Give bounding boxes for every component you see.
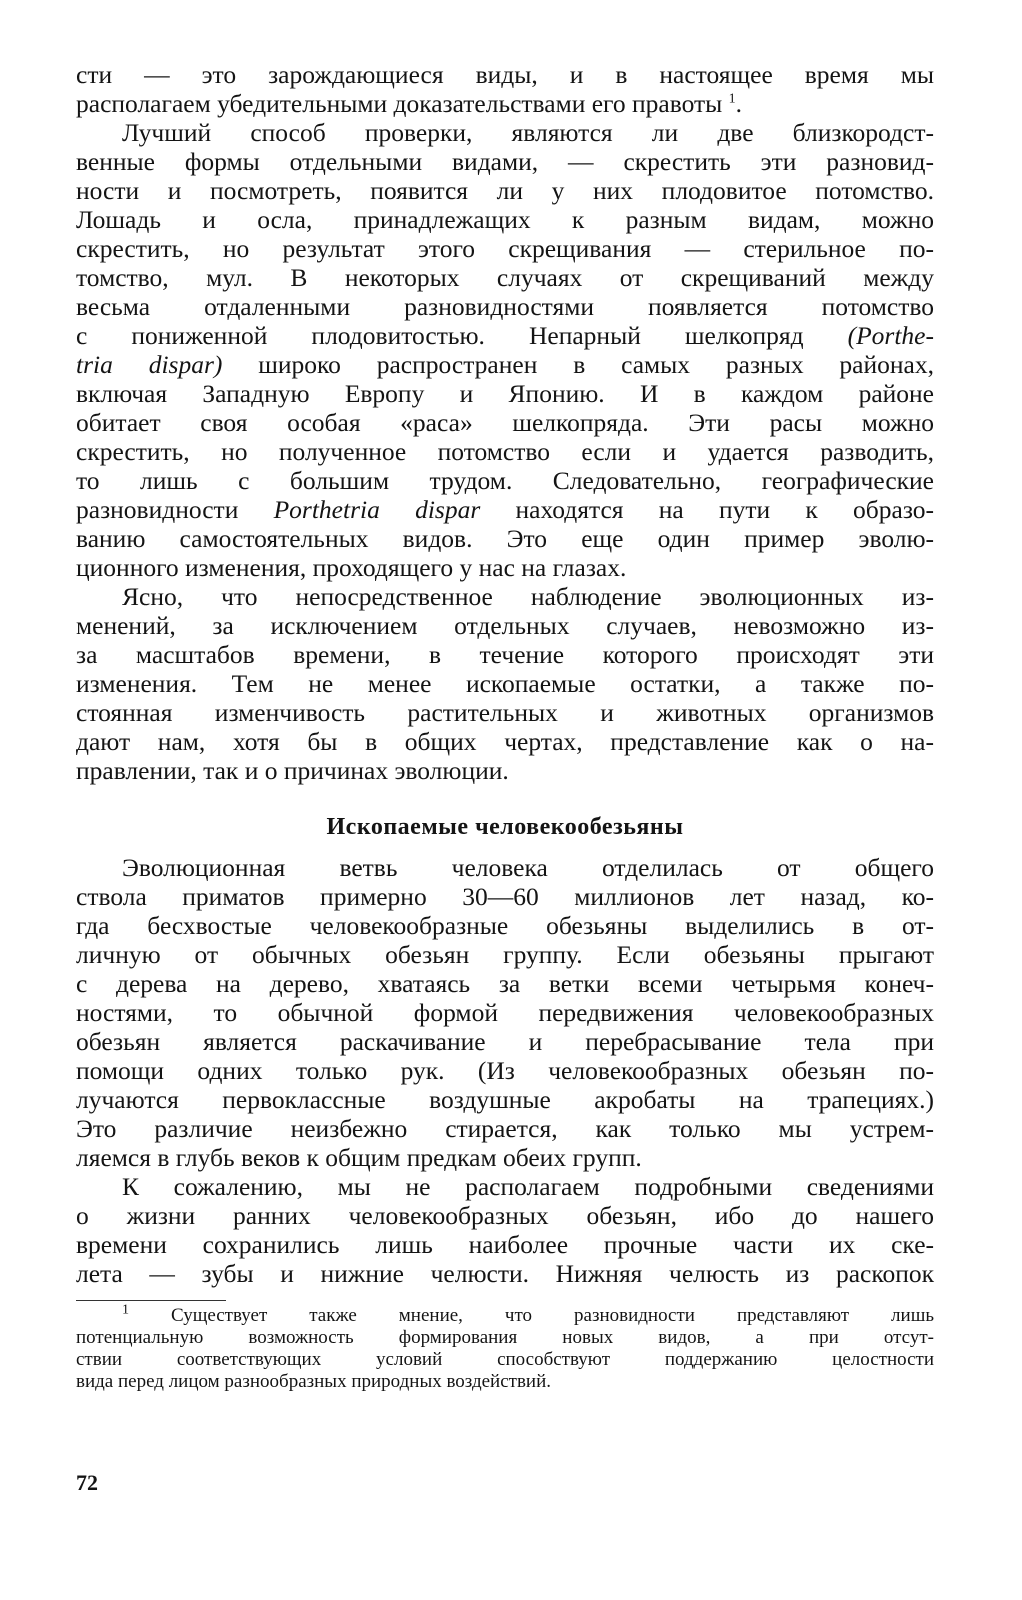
text-line: времени сохранились лишь наиболее прочные части их ске- [76,1230,934,1259]
text-line: весьма отдаленными разновидностями появляется потомство [76,292,934,321]
text-line: Лучший способ проверки, являются ли две близкородст- [122,118,934,147]
paragraph-crossbreeding [76,118,934,582]
text-line: Это различие неизбежно стирается, как только мы устрем- [76,1114,934,1143]
paragraph-observation [76,582,934,785]
text-fragment: . [735,89,743,118]
text-line: обезьян является раскачивание и перебрасывание тела при [76,1027,934,1056]
text-line: ционного изменения, проходящего у нас на глазах. [76,553,627,582]
footnote [76,1302,934,1393]
species-name: tria dispar) [76,350,223,379]
text-line: лучаются первоклассные воздушные акробаты на трапециях.) [76,1085,934,1114]
text-line: ности и посмотреть, появится ли у них плодовитое потомство. [76,176,934,205]
text-line: ствола приматов примерно 30—60 миллионов лет назад, ко- [76,882,934,911]
text-line: томство, мул. В некоторых случаях от скрещиваний между [76,263,934,292]
paragraph-continued [76,60,934,118]
text-fragment: разновидности [76,495,239,524]
text-fragment: находятся на пути к образо- [515,495,934,524]
text-line: правлении, так и о причинах эволюции. [76,756,509,785]
text-line: потенциальную возможность формирования новых видов, а при отсут- [76,1327,934,1348]
text-line [76,350,934,379]
species-name: Porthetria dispar [273,495,481,524]
section-heading: Ископаемые человекообезьяны [326,814,684,840]
page-body [76,60,934,1393]
text-line: обитает своя особая «раса» шелкопряда. Эти расы можно [76,408,934,437]
text-line: изменения. Тем не менее ископаемые остатки, а также по- [76,669,934,698]
text-line: К сожалению, мы не располагаем подробными сведениями [122,1172,934,1201]
text-line: ствии соответствующих условий способствуют поддержанию целостности [76,1349,934,1370]
text-line: скрестить, но полученное потомство если и удается разводить, [76,437,934,466]
text-line: венные формы отдельными видами, — скрестить эти разновид- [76,147,934,176]
text-line [76,495,934,524]
footnote-divider [76,1300,226,1301]
text-line: Ясно, что непосредственное наблюдение эволюционных из- [122,582,934,611]
paragraph-fossils [76,1172,934,1288]
text-line: ностями, то обычной формой передвижения человекообразных [76,998,934,1027]
text-line: включая Западную Европу и Японию. И в каждом районе [76,379,934,408]
text-line: личную от обычных обезьян группу. Если обезьяны прыгают [76,940,934,969]
text-fragment: широко распространен в самых разных районах, [258,350,934,379]
text-fragment: Существует также мнение, что разновидности представляют лишь [171,1305,934,1326]
species-name: (Porthe- [847,321,934,350]
footnote-marker: 1 [122,1302,129,1318]
text-line: ляемся в глубь веков к общим предкам обеих групп. [76,1143,642,1172]
text-line: за масштабов времени, в течение которого происходят эти [76,640,934,669]
text-line: Лошадь и осла, принадлежащих к разным видам, можно [76,205,934,234]
text-line [76,321,934,350]
text-line: скрестить, но результат этого скрещивания — стерильное по- [76,234,934,263]
text-line: сти — это зарождающиеся виды, и в настоящее время мы [76,60,934,89]
text-line: вида перед лицом разнообразных природных воздействий. [76,1371,552,1392]
text-line: лета — зубы и нижние челюсти. Нижняя челюсть из раскопок [76,1259,934,1288]
text-line: то лишь с большим трудом. Следовательно, географические [76,466,934,495]
text-line: помощи одних только рук. (Из человекообразных обезьян по- [76,1056,934,1085]
text-line: менений, за исключением отдельных случаев, невозможно из- [76,611,934,640]
footnote-reference: 1 [728,91,736,107]
text-line: гда бесхвостые человекообразные обезьяны выделились в от- [76,911,934,940]
paragraph-primates [76,853,934,1172]
page-number: 72 [76,1470,98,1495]
text-line: Эволюционная ветвь человека отделилась от общего [122,853,934,882]
text-line: дают нам, хотя бы в общих чертах, представление как о на- [76,727,934,756]
text-line: стоянная изменчивость растительных и животных организмов [76,698,934,727]
text-line [76,89,934,118]
text-fragment: с пониженной плодовитостью. Непарный шелкопряд [76,321,804,350]
text-line [76,1302,934,1327]
text-line: о жизни ранних человекообразных обезьян, ибо до нашего [76,1201,934,1230]
text-line: ванию самостоятельных видов. Это еще один пример эволю- [76,524,934,553]
text-fragment: располагаем убедительными доказательствами его правоты [76,89,723,118]
text-line: с дерева на дерево, хватаясь за ветки всеми четырьмя конеч- [76,969,934,998]
